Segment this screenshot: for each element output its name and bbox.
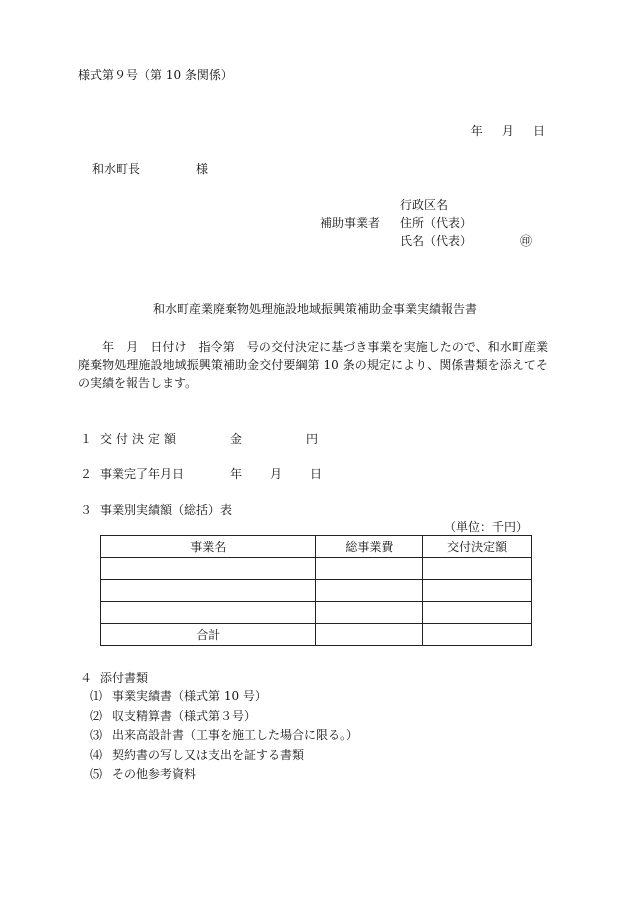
table-cell[interactable] <box>316 580 423 602</box>
attachment-number: ⑸ <box>90 767 103 781</box>
table-total-row <box>101 624 532 646</box>
date-year: 年 <box>470 124 483 138</box>
attachment-number: ⑴ <box>90 689 103 703</box>
list-item <box>90 765 358 785</box>
item1-currency-prefix: 金 <box>230 432 243 446</box>
document-title: 和水町産業廃棄物処理施設地域振興策補助金事業実績報告書 <box>152 302 477 316</box>
list-item <box>90 707 358 727</box>
header-grant-amount: 交付決定額 <box>423 536 532 558</box>
table-header-row <box>101 536 532 558</box>
attachment-number: ⑵ <box>90 708 103 723</box>
submission-date <box>471 122 545 139</box>
attachment-number: ⑷ <box>90 747 103 762</box>
body-text: 年 月 日付け 指令第 号の交付決定に基づき事業を実施したので、和水町産業廃棄物処理施設地域振興策補助金交付要綱第 10 条の規定により、関係書類を添えてその実績を報告します。 <box>78 340 548 390</box>
table-row <box>101 580 532 602</box>
item4-number: ４ <box>80 671 93 685</box>
attachment-number: ⑶ <box>90 728 103 742</box>
district-label: 行政区名 <box>400 198 449 212</box>
item3-label: 事業別実績額（総括）表 <box>100 503 233 517</box>
name-label: 氏名（代表） <box>400 234 473 248</box>
table-unit-note: （単位：千円） <box>443 520 528 534</box>
list-item <box>90 687 358 707</box>
summary-table <box>100 535 532 646</box>
form-number: 様式第９号（第 10 条関係） <box>78 68 233 82</box>
table-row <box>101 602 532 624</box>
seal-mark: ㊞ <box>520 234 533 248</box>
item3-number: ３ <box>80 503 93 517</box>
table-cell[interactable] <box>101 602 316 624</box>
total-label: 合計 <box>101 624 316 646</box>
header-project-name: 事業名 <box>101 536 316 558</box>
addressee-mayor: 和水町長 <box>92 162 141 176</box>
list-item <box>90 746 358 766</box>
table-cell[interactable] <box>423 580 532 602</box>
addressee-honorific: 様 <box>196 162 209 176</box>
item2-label: 事業完了年月日 <box>100 467 185 481</box>
item4-label: 添付書類 <box>100 671 149 685</box>
attachment-text: その他参考資料 <box>112 767 197 781</box>
table-cell[interactable] <box>101 558 316 580</box>
item2-month: 月 <box>270 467 283 481</box>
table-cell[interactable] <box>316 624 423 646</box>
table-cell[interactable] <box>316 558 423 580</box>
item2-number: ２ <box>80 467 93 481</box>
item-completion-date <box>80 465 322 482</box>
applicant-role: 補助事業者 <box>320 216 381 230</box>
address-label: 住所（代表） <box>400 216 473 230</box>
item-summary-table <box>80 501 232 518</box>
item1-label: 交付決定額 <box>100 432 181 446</box>
attachment-text: 収支精算書（様式第３号） <box>112 708 257 723</box>
item2-year: 年 <box>230 467 243 481</box>
table-cell[interactable] <box>423 624 532 646</box>
table-cell[interactable] <box>316 602 423 624</box>
table-cell[interactable] <box>101 580 316 602</box>
addressee <box>92 160 208 177</box>
item2-day: 日 <box>310 467 323 481</box>
table-row <box>101 558 532 580</box>
attachment-text: 出来高設計書（工事を施工した場合に限る。） <box>112 728 359 742</box>
date-month: 月 <box>501 124 514 138</box>
item-grant-amount <box>80 430 318 447</box>
header-total-cost: 総事業費 <box>316 536 423 558</box>
date-day: 日 <box>532 124 545 138</box>
attachment-text: 事業実績書（様式第 10 号） <box>112 689 267 703</box>
item1-number: １ <box>80 432 93 446</box>
item1-unit: 円 <box>306 432 319 446</box>
list-item <box>90 726 358 746</box>
table-cell[interactable] <box>423 558 532 580</box>
attachment-text: 契約書の写し又は支出を証する書類 <box>112 747 305 762</box>
table-cell[interactable] <box>423 602 532 624</box>
attachment-list <box>90 687 358 785</box>
applicant-block <box>320 196 533 250</box>
item-attachments <box>80 669 148 686</box>
